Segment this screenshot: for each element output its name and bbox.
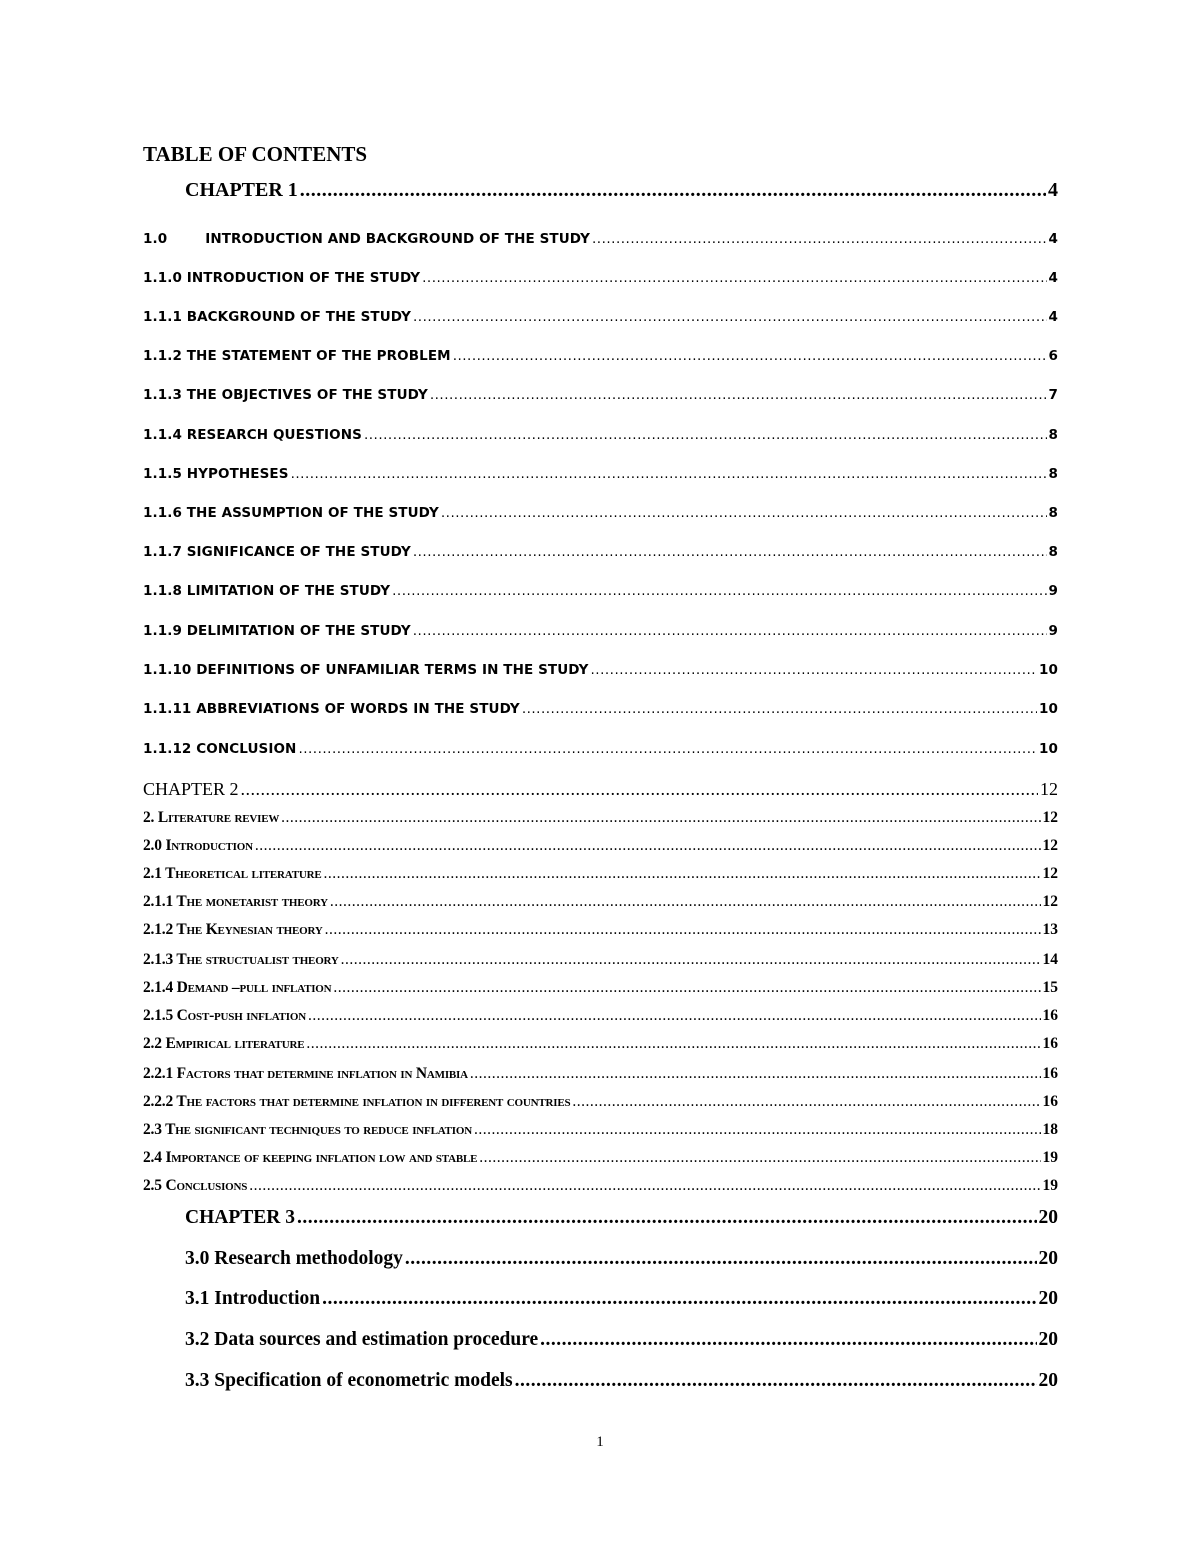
toc-entry-page: 16: [1042, 1065, 1058, 1082]
toc-entry-page: 12: [1042, 809, 1058, 826]
toc-entry-page: 8: [1048, 505, 1058, 521]
toc-entry-label: 2.1.4 Demand –pull inflation: [143, 979, 332, 996]
dot-leader: [341, 951, 1041, 969]
dot-leader: [291, 465, 1047, 483]
toc-entry-page: 4: [1048, 231, 1058, 247]
toc-entry[interactable]: [143, 809, 1058, 827]
toc-entry[interactable]: [143, 1149, 1058, 1167]
toc-entry-label: 1.1.4 RESEARCH QUESTIONS: [143, 427, 362, 443]
toc-entry[interactable]: [143, 740, 1058, 758]
dot-leader: [441, 504, 1047, 522]
dot-leader: [392, 582, 1046, 600]
toc-entry[interactable]: [143, 504, 1058, 522]
dot-leader: [322, 1287, 1036, 1311]
toc-entry-page: 8: [1048, 466, 1058, 482]
toc-entry-page: 4: [1048, 309, 1058, 325]
toc-entry-chapter-3[interactable]: [185, 1206, 1058, 1230]
toc-entry-page: 8: [1048, 544, 1058, 560]
toc-entry-page: 4: [1048, 270, 1058, 286]
section-number: 1.0: [143, 231, 168, 247]
dot-leader: [298, 740, 1037, 758]
toc-entry-label: 1.1.12 CONCLUSION: [143, 741, 297, 757]
toc-entry-page: 12: [1042, 893, 1058, 910]
dot-leader: [413, 543, 1047, 561]
toc-entry-chapter-1[interactable]: [185, 178, 1058, 202]
toc-entry-label: 2.2.1 Factors that determine inflation in Namibia: [143, 1065, 468, 1082]
toc-entry[interactable]: [143, 426, 1058, 444]
toc-entry[interactable]: [185, 1287, 1058, 1311]
toc-entry-page: 9: [1048, 583, 1058, 599]
toc-entry-page: 12: [1042, 837, 1058, 854]
toc-entry-label: 1.1.3 THE OBJECTIVES OF THE STUDY: [143, 387, 428, 403]
toc-entry-label: 1.1.6 THE ASSUMPTION OF THE STUDY: [143, 505, 439, 521]
toc-entry[interactable]: [143, 951, 1058, 969]
toc-entry-section-1-0[interactable]: [143, 230, 1058, 248]
toc-entry-page: 19: [1042, 1149, 1058, 1166]
dot-leader: [540, 1328, 1036, 1352]
toc-entry[interactable]: [143, 1065, 1058, 1083]
toc-entry-label: 2.1.2 The Keynesian theory: [143, 921, 323, 938]
toc-entry-label: 2.1.5 Cost-push inflation: [143, 1007, 306, 1024]
toc-entry-label: 1.1.5 HYPOTHESES: [143, 466, 289, 482]
toc-entry-page: 14: [1042, 951, 1058, 968]
dot-leader: [413, 622, 1047, 640]
toc-entry-page: 10: [1039, 662, 1058, 678]
dot-leader: [330, 893, 1041, 911]
toc-entry-page: 16: [1042, 1093, 1058, 1110]
dot-leader: [281, 809, 1040, 827]
toc-entry-label: 2.4 Importance of keeping inflation low and stable: [143, 1149, 478, 1166]
toc-entry[interactable]: [185, 1247, 1058, 1271]
toc-entry-page: 20: [1038, 1329, 1058, 1350]
dot-leader: [572, 1093, 1040, 1111]
toc-entry-chapter-2[interactable]: [143, 778, 1058, 800]
toc-entry[interactable]: [143, 893, 1058, 911]
toc-entry-label: 1.1.11 ABBREVIATIONS OF WORDS IN THE STUDY: [143, 701, 520, 717]
dot-leader: [422, 269, 1046, 287]
toc-entry[interactable]: [143, 979, 1058, 997]
toc-entry-label: 1.1.7 SIGNIFICANCE OF THE STUDY: [143, 544, 411, 560]
toc-entry[interactable]: [143, 386, 1058, 404]
toc-entry-label: 1.1.8 LIMITATION OF THE STUDY: [143, 583, 391, 599]
toc-entry-page: 20: [1038, 1288, 1058, 1309]
dot-leader: [297, 1206, 1037, 1230]
toc-entry[interactable]: [143, 661, 1058, 679]
toc-entry[interactable]: [143, 308, 1058, 326]
toc-entry-page: 15: [1042, 979, 1058, 996]
toc-entry-label: 2.1 Theoretical literature: [143, 865, 322, 882]
toc-entry-label: 1.1.2 THE STATEMENT OF THE PROBLEM: [143, 348, 451, 364]
toc-entry-page: 20: [1038, 1248, 1058, 1269]
toc-entry-page: 8: [1048, 427, 1058, 443]
dot-leader: [470, 1065, 1041, 1083]
dot-leader: [308, 1007, 1041, 1025]
toc-entry-label: 2.0 Introduction: [143, 837, 253, 854]
toc-entry-label: 2.5 Conclusions: [143, 1177, 248, 1194]
toc-entry-page: 16: [1042, 1035, 1058, 1052]
toc-entry-page: 18: [1042, 1121, 1058, 1138]
toc-entry-label: 2. Literature review: [143, 809, 280, 826]
dot-leader: [333, 979, 1040, 997]
toc-entry-label: 3.2 Data sources and estimation procedure: [185, 1329, 539, 1350]
dot-leader: [592, 230, 1046, 248]
toc-entry-label: 1.1.0 INTRODUCTION OF THE STUDY: [143, 270, 421, 286]
dot-leader: [522, 700, 1037, 718]
dot-leader: [364, 426, 1047, 444]
toc-entry-page: 10: [1039, 701, 1058, 717]
toc-entry-label: 2.3 The significant techniques to reduce inflation: [143, 1121, 472, 1138]
dot-leader: [453, 347, 1047, 365]
dot-leader: [590, 661, 1037, 679]
toc-entry-label: [143, 230, 590, 248]
toc-entry-page: 9: [1048, 623, 1058, 639]
dot-leader: [405, 1247, 1037, 1271]
dot-leader: [323, 865, 1040, 883]
dot-leader: [306, 1035, 1040, 1053]
toc-entry-page: 12: [1040, 779, 1058, 799]
dot-leader: [300, 178, 1046, 202]
toc-entry-page: 19: [1042, 1177, 1058, 1194]
dot-leader: [479, 1149, 1040, 1167]
toc-entry[interactable]: [143, 1035, 1058, 1053]
section-title: INTRODUCTION AND BACKGROUND OF THE STUDY: [205, 231, 591, 247]
toc-entry[interactable]: [143, 347, 1058, 365]
toc-entry-page: 20: [1038, 1207, 1058, 1228]
toc-entry[interactable]: [143, 1177, 1058, 1195]
toc-entry-label: 1.1.9 DELIMITATION OF THE STUDY: [143, 623, 411, 639]
toc-entry-label: 1.1.1 BACKGROUND OF THE STUDY: [143, 309, 411, 325]
toc-entry-label: 1.1.10 DEFINITIONS OF UNFAMILIAR TERMS IN THE STUDY: [143, 662, 589, 678]
toc-entry[interactable]: [185, 1328, 1058, 1352]
dot-leader: [325, 921, 1041, 939]
toc-entry-label: 2.2.2 The factors that determine inflation in different countries: [143, 1093, 571, 1110]
toc-entry-label: 2.1.1 The monetarist theory: [143, 893, 328, 910]
toc-entry-label: CHAPTER 2: [143, 779, 239, 799]
toc-entry-page: 12: [1042, 865, 1058, 882]
toc-entry-label: 3.3 Specification of econometric models: [185, 1370, 513, 1391]
toc-entry-page: 13: [1042, 921, 1058, 938]
toc-entry[interactable]: [185, 1369, 1058, 1393]
toc-entry[interactable]: [143, 1093, 1058, 1111]
toc-entry-page: 10: [1039, 741, 1058, 757]
toc-entry[interactable]: [143, 465, 1058, 483]
toc-entry[interactable]: [143, 837, 1058, 855]
toc-entry[interactable]: [143, 622, 1058, 640]
dot-leader: [430, 386, 1047, 404]
dot-leader: [241, 778, 1038, 800]
toc-entry-label: CHAPTER 3: [185, 1207, 295, 1228]
toc-entry-label: CHAPTER 1: [185, 179, 298, 201]
toc-entry[interactable]: [143, 1007, 1058, 1025]
toc-entry[interactable]: [143, 543, 1058, 561]
toc-entry-label: 3.0 Research methodology: [185, 1248, 403, 1269]
toc-entry-label: 3.1 Introduction: [185, 1288, 321, 1309]
toc-entry-page: 6: [1048, 348, 1058, 364]
toc-entry[interactable]: [143, 921, 1058, 939]
dot-leader: [255, 837, 1041, 855]
toc-entry[interactable]: [143, 700, 1058, 718]
dot-leader: [474, 1121, 1041, 1139]
toc-entry-page: 4: [1048, 179, 1058, 201]
toc-entry[interactable]: [143, 865, 1058, 883]
toc-entry-page: 7: [1048, 387, 1058, 403]
dot-leader: [515, 1369, 1037, 1393]
dot-leader: [413, 308, 1047, 326]
dot-leader: [249, 1177, 1040, 1195]
toc-entry[interactable]: [143, 269, 1058, 287]
toc-entry[interactable]: [143, 582, 1058, 600]
toc-entry[interactable]: [143, 1121, 1058, 1139]
toc-entry-page: 16: [1042, 1007, 1058, 1024]
toc-entry-label: 2.2 Empirical literature: [143, 1035, 305, 1052]
toc-entry-label: 2.1.3 The structualist theory: [143, 951, 339, 968]
page-number: 1: [596, 1434, 604, 1450]
toc-entry-page: 20: [1038, 1370, 1058, 1391]
toc-title: TABLE OF CONTENTS: [143, 142, 368, 166]
